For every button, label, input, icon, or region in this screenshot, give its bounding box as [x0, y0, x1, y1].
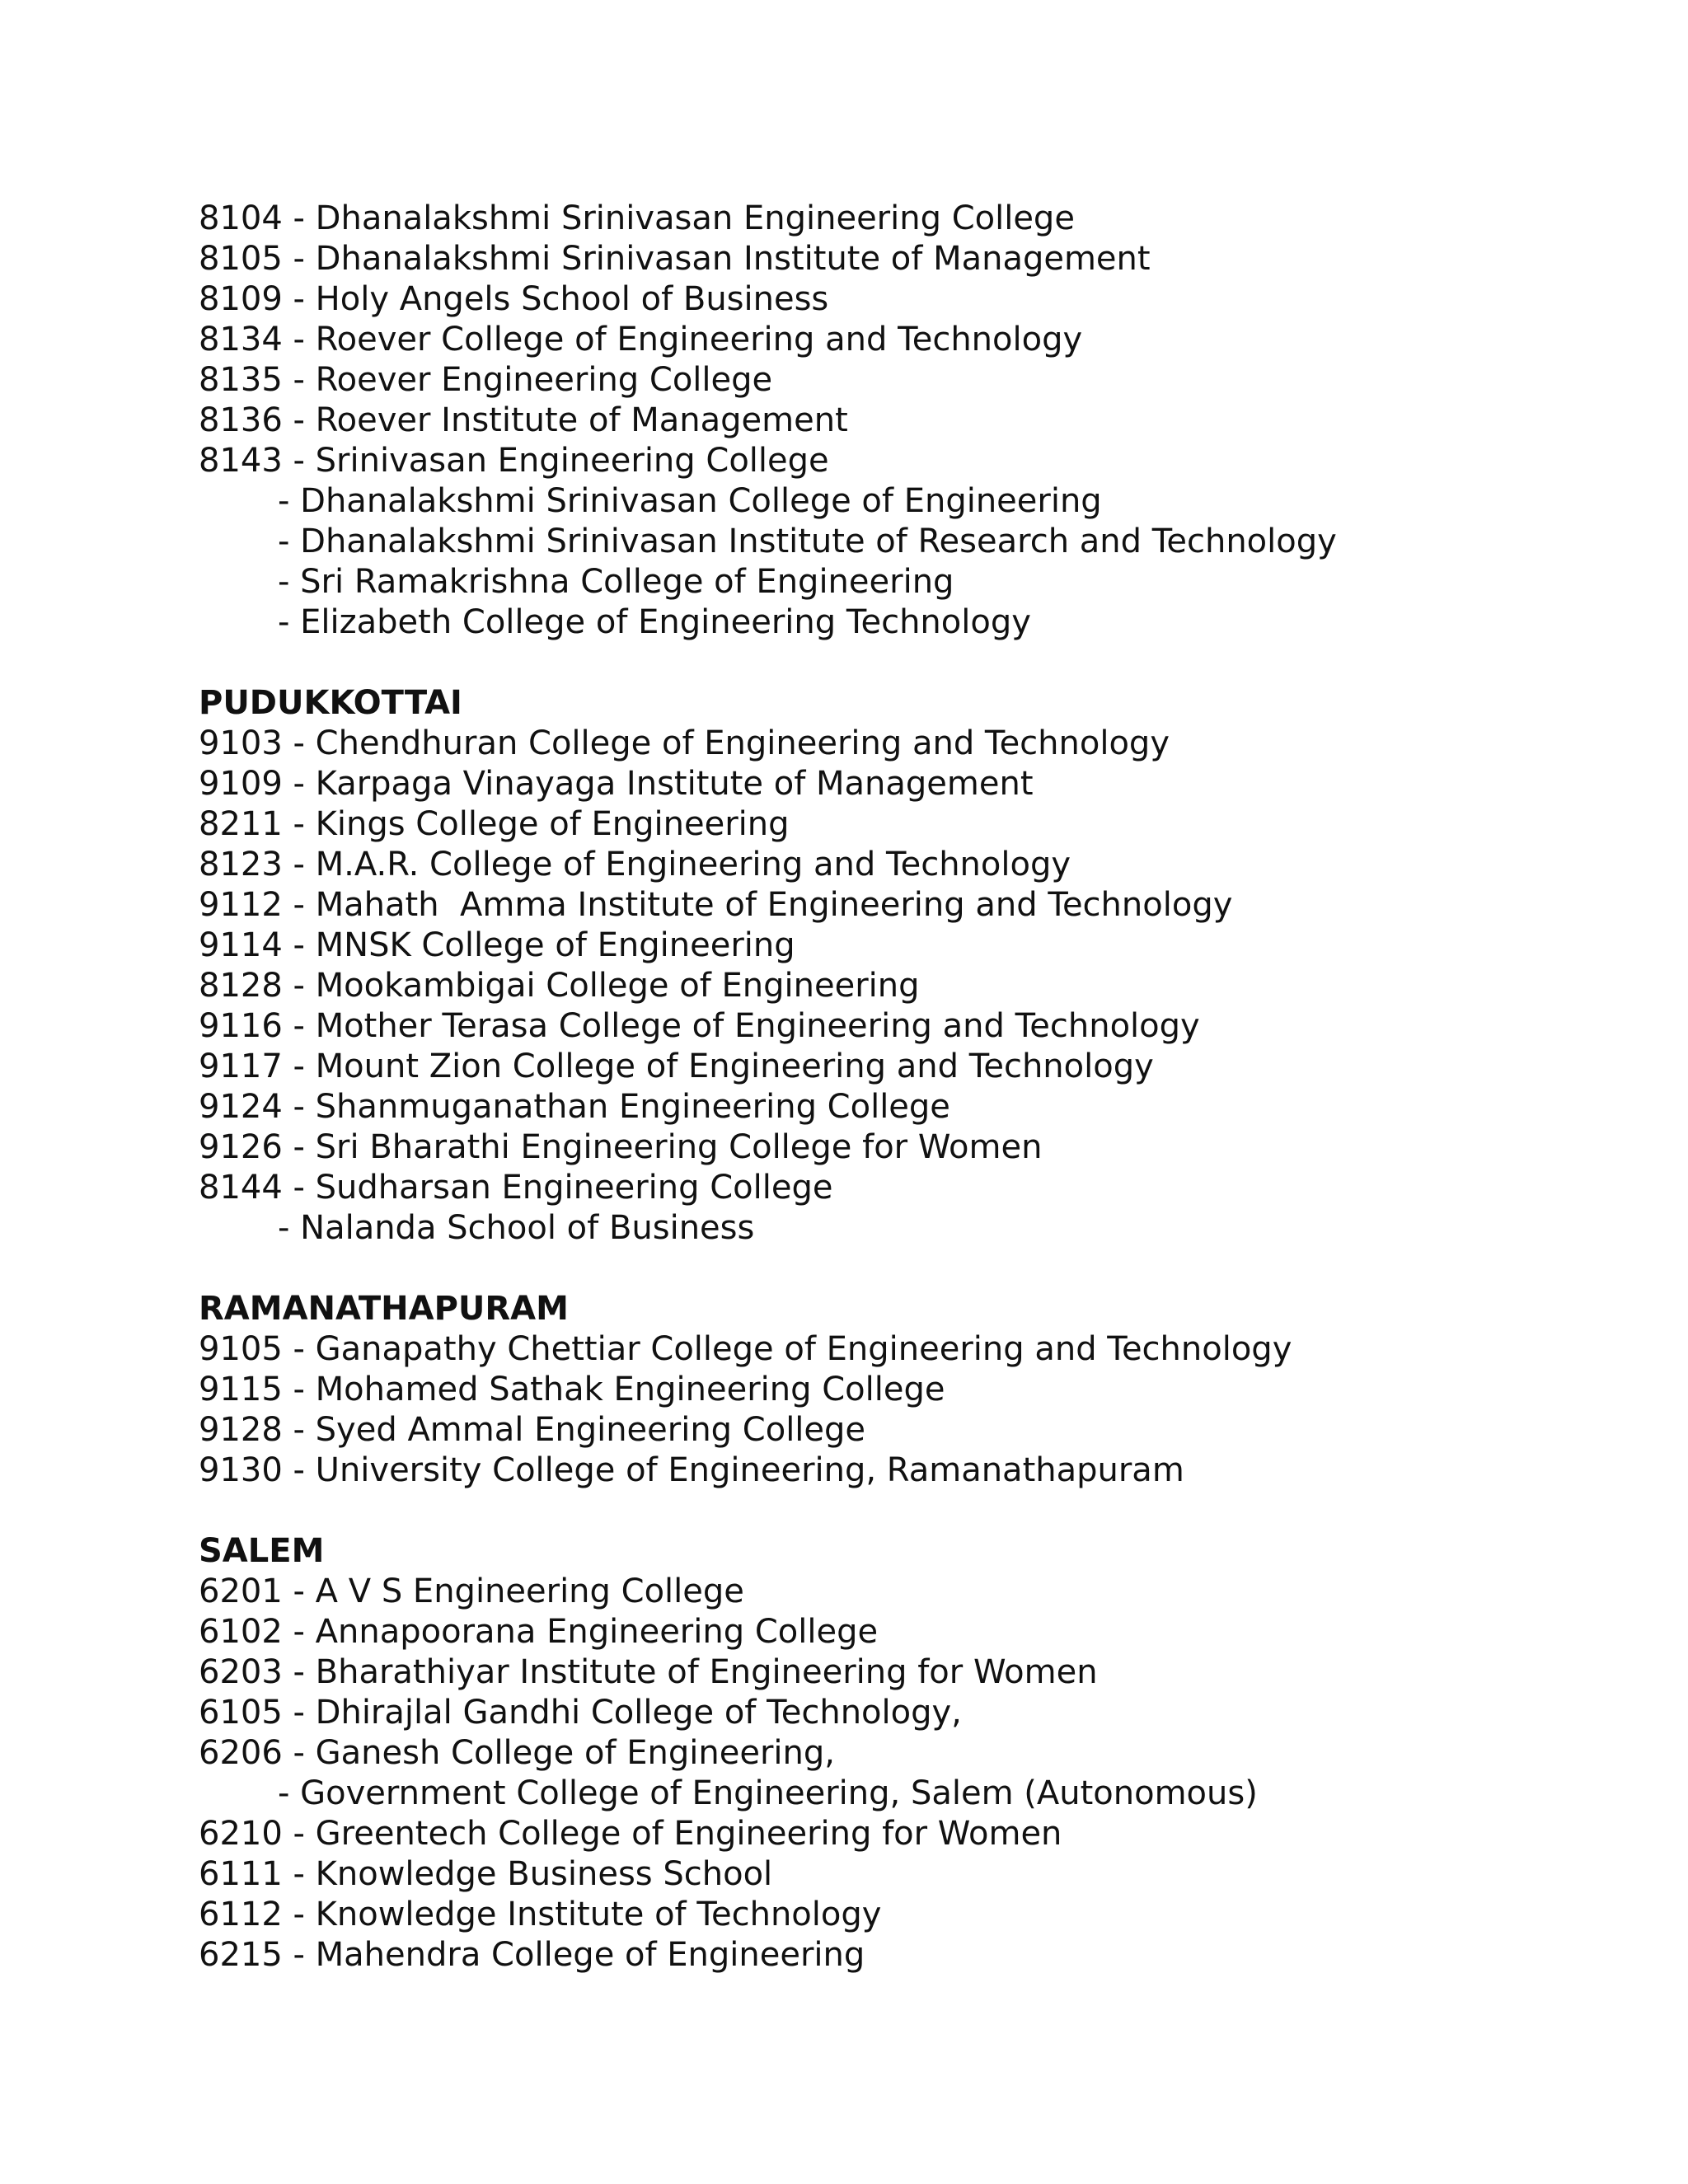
- college-entry: 9115 - Mohamed Sathak Engineering College: [199, 1371, 945, 1408]
- district-section: [199, 1531, 1583, 1975]
- college-entry: 6201 - A V S Engineering College: [199, 1572, 744, 1610]
- college-entry: 8135 - Roever Engineering College: [199, 361, 773, 399]
- college-entry: 9130 - University College of Engineering, Ramanathapuram: [199, 1451, 1184, 1489]
- college-entry: 8143 - Srinivasan Engineering College: [199, 442, 829, 480]
- district-section: [199, 199, 1583, 643]
- college-entry: 8123 - M.A.R. College of Engineering and Technology: [199, 846, 1071, 883]
- college-entry: 8104 - Dhanalakshmi Srinivasan Engineering College: [199, 199, 1075, 237]
- college-entry: 9116 - Mother Terasa College of Engineering and Technology: [199, 1007, 1200, 1045]
- college-entry: 8109 - Holy Angels School of Business: [199, 280, 829, 318]
- district-heading: PUDUKKOTTAI: [199, 684, 462, 722]
- college-entry: 6102 - Annapoorana Engineering College: [199, 1613, 879, 1651]
- college-entry: 9103 - Chendhuran College of Engineering and Technology: [199, 724, 1170, 762]
- college-sub-entry: - Elizabeth College of Engineering Technology: [278, 603, 1031, 641]
- college-entry: 6206 - Ganesh College of Engineering,: [199, 1734, 835, 1772]
- college-entry: 8136 - Roever Institute of Management: [199, 401, 848, 439]
- college-entry: 9114 - MNSK College of Engineering: [199, 926, 795, 964]
- college-sub-entry: - Dhanalakshmi Srinivasan Institute of Research and Technology: [278, 523, 1337, 560]
- college-sub-entry: - Government College of Engineering, Salem (Autonomous): [278, 1774, 1258, 1812]
- college-entry: 9126 - Sri Bharathi Engineering College for Women: [199, 1128, 1043, 1166]
- district-section: [199, 1289, 1583, 1491]
- college-sub-entry: - Sri Ramakrishna College of Engineering: [278, 563, 954, 601]
- college-entry: 8211 - Kings College of Engineering: [199, 805, 790, 843]
- college-entry: 8128 - Mookambigai College of Engineering: [199, 967, 920, 1005]
- college-sub-entry: - Dhanalakshmi Srinivasan College of Engineering: [278, 482, 1102, 520]
- college-sub-entry: - Nalanda School of Business: [278, 1209, 755, 1247]
- college-entry: 9124 - Shanmuganathan Engineering College: [199, 1088, 950, 1126]
- college-entry: 6215 - Mahendra College of Engineering: [199, 1936, 865, 1974]
- college-entry: 6203 - Bharathiyar Institute of Engineering for Women: [199, 1653, 1098, 1691]
- college-entry: 6210 - Greentech College of Engineering for Women: [199, 1815, 1062, 1853]
- college-entry: 6105 - Dhirajlal Gandhi College of Technology,: [199, 1694, 962, 1732]
- college-entry: 8144 - Sudharsan Engineering College: [199, 1169, 833, 1207]
- district-section: [199, 683, 1583, 1249]
- college-entry: 6111 - Knowledge Business School: [199, 1855, 773, 1893]
- college-entry: 8105 - Dhanalakshmi Srinivasan Institute of Management: [199, 240, 1151, 278]
- college-entry: 6112 - Knowledge Institute of Technology: [199, 1896, 882, 1933]
- college-entry: 9109 - Karpaga Vinayaga Institute of Management: [199, 765, 1034, 803]
- district-heading: SALEM: [199, 1532, 325, 1570]
- college-list: [199, 199, 1583, 1975]
- college-entry: 9112 - Mahath Amma Institute of Engineering and Technology: [199, 886, 1233, 924]
- college-entry: 8134 - Roever College of Engineering and Technology: [199, 321, 1083, 359]
- college-entry: 9105 - Ganapathy Chettiar College of Engineering and Technology: [199, 1330, 1292, 1368]
- college-entry: 9128 - Syed Ammal Engineering College: [199, 1411, 866, 1449]
- college-entry: 9117 - Mount Zion College of Engineering and Technology: [199, 1047, 1154, 1085]
- district-heading: RAMANATHAPURAM: [199, 1290, 569, 1328]
